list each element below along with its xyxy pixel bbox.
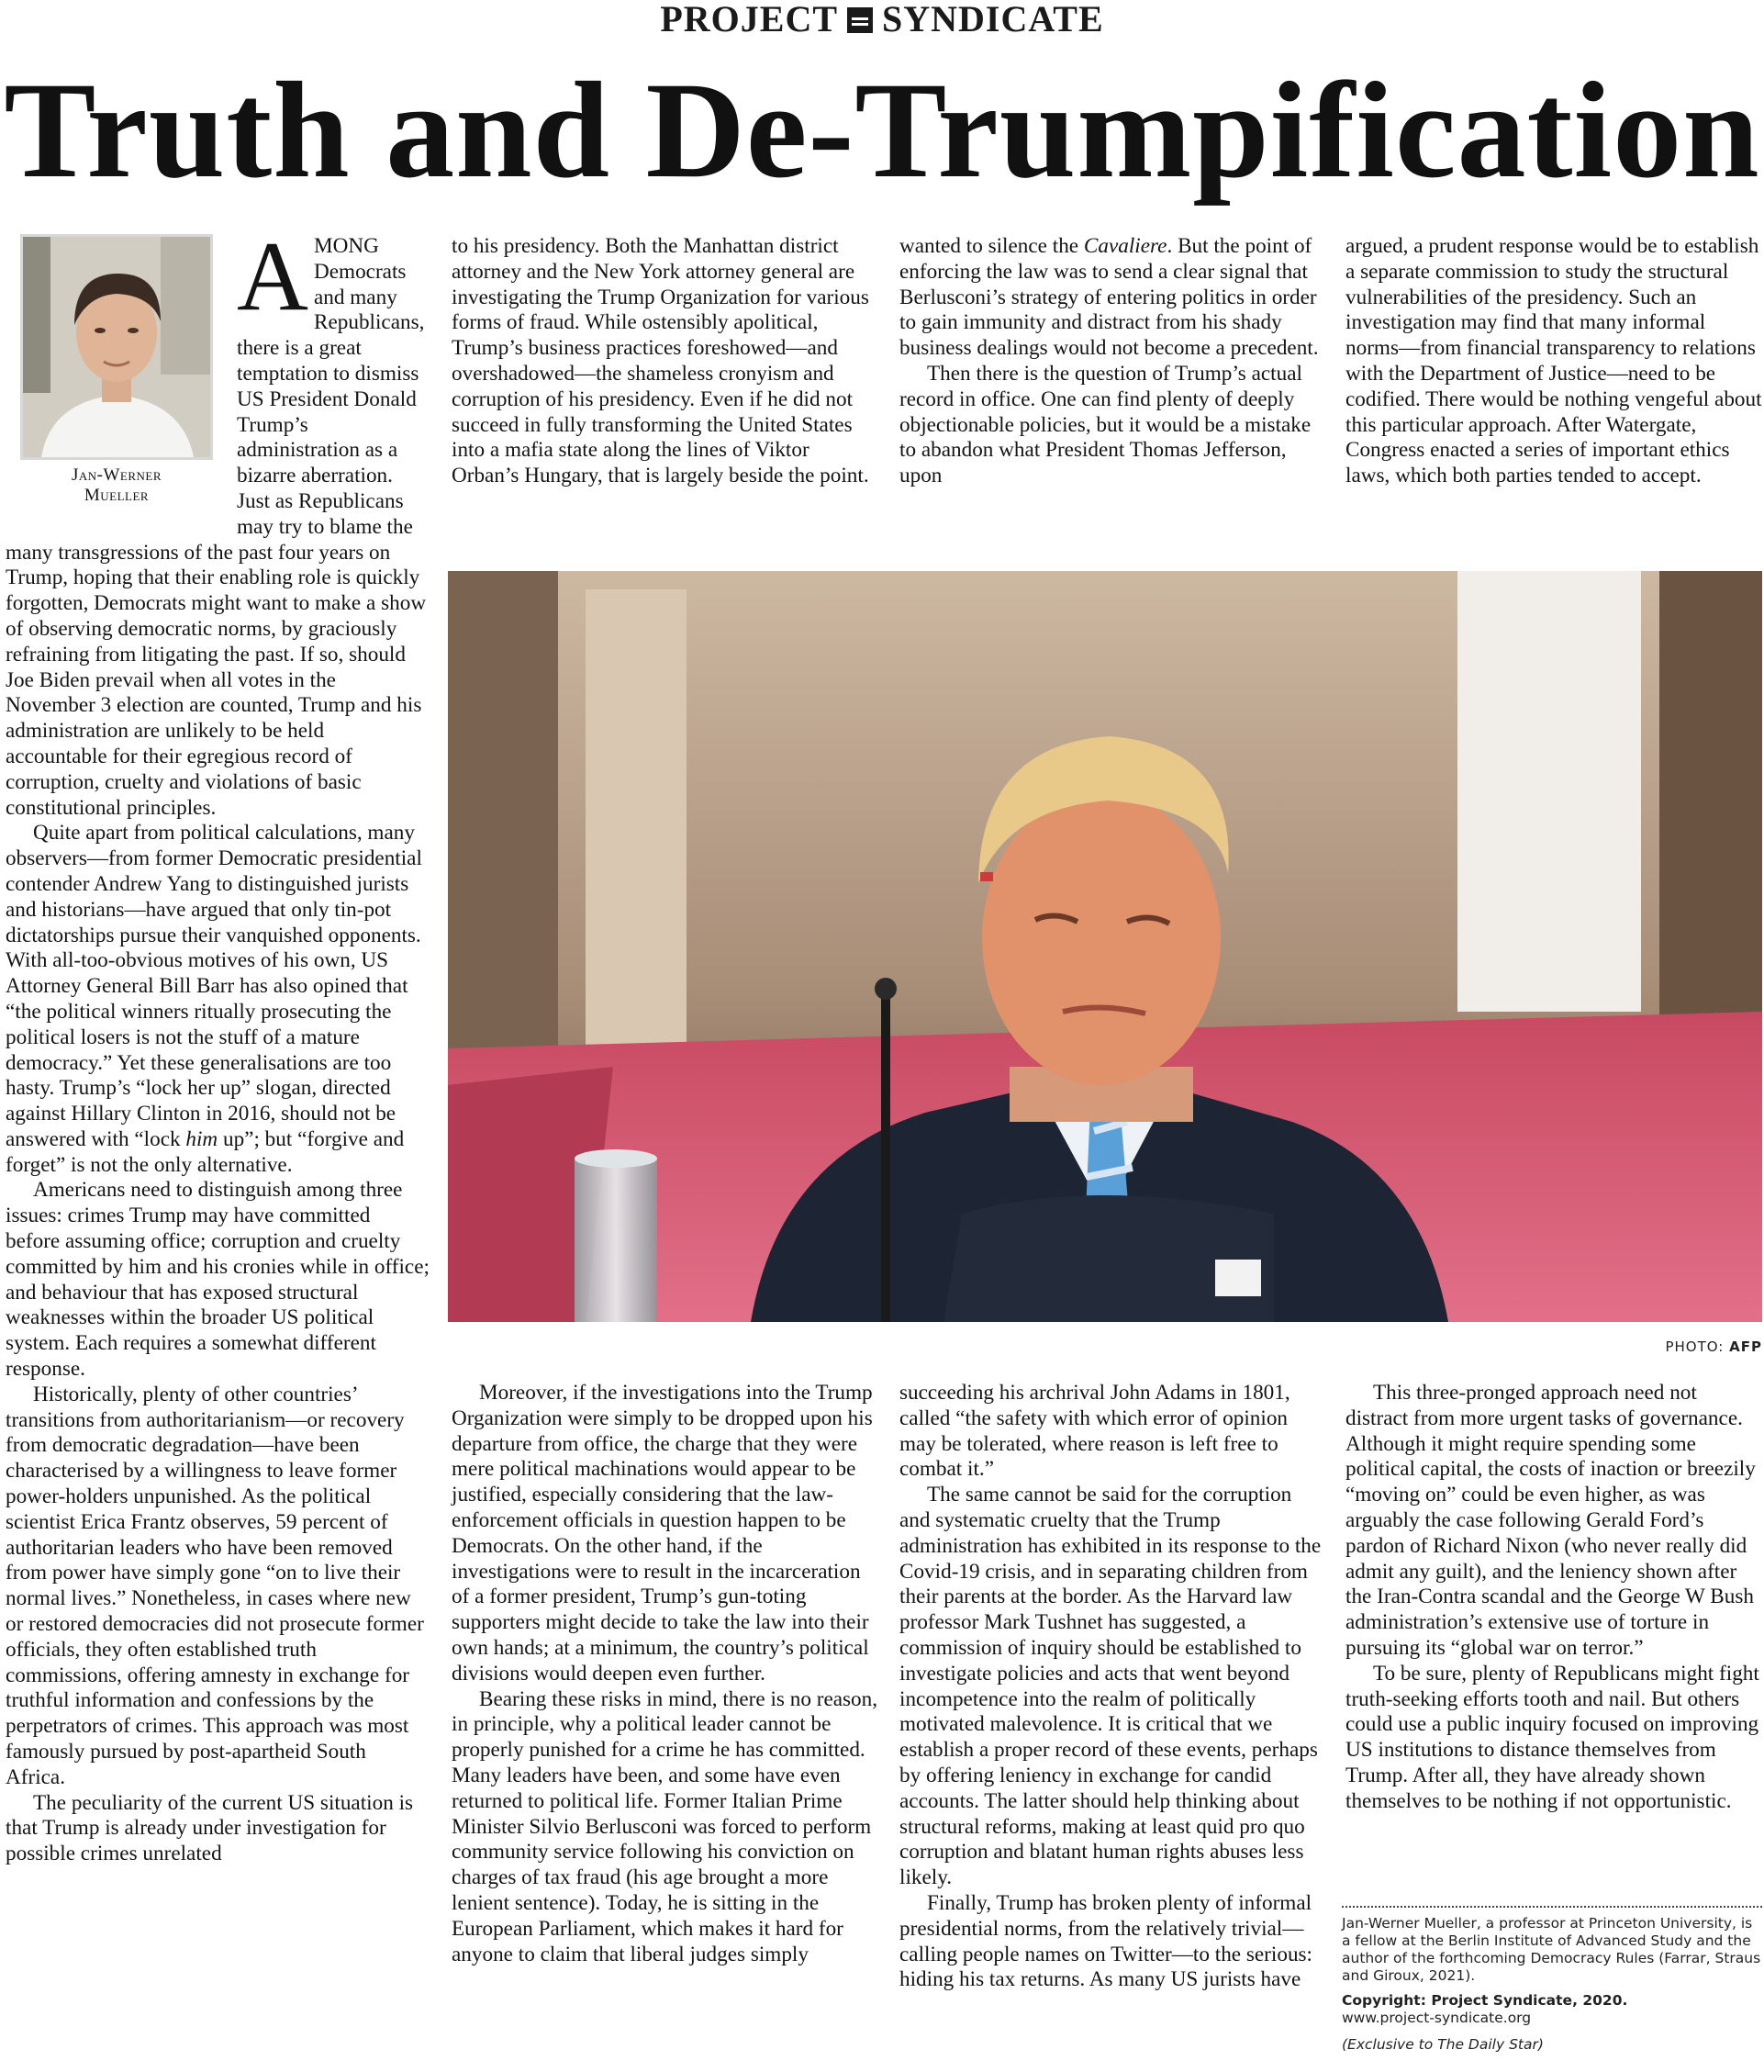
article-paragraph: argued, a prudent response would be to establish a separate commission to study the structural vulnerabilities of the presidency. Such an investigation may find that many informal norms—from financial transparency to relations with the Department of Justice—need to be codified. There would be nothing vengeful about this particular approach. After Watergate, Congress enacted a series of important ethics laws, which both parties tended to accept.: [1345, 234, 1762, 488]
source-url: www.project-syndicate.org: [1342, 2010, 1532, 2026]
article-paragraph: This three-pronged approach need not distract from more urgent tasks of governance. Although it might require spending some political capital, the costs of inaction or breezily “moving on” could be even higher, as was arguably the case following Gerald Ford’s pardon of Richard Nixon (who never really did admit any guilt), and the leniency shown after the Iran-Contra scandal and the George W Bush administration’s extensive use of torture in pursuing its “global war on terror.”: [1345, 1381, 1756, 1660]
article-paragraph: To be sure, plenty of Republicans might fight truth-seeking efforts tooth and nail. But others could use a public inquiry focused on improving US institutions to distance themselves from Trump. After all, they have already shown themselves to be nothing if not opportunistic.: [1345, 1661, 1759, 1813]
dropcap: A: [237, 222, 308, 331]
column-3-top: [899, 234, 1326, 489]
article-paragraph: wanted to silence the Cavaliere. But the point of enforcing the law was to send a clear signal that Berlusconi’s strategy of entering politics in order to gain immunity and distract from his shady business dealings would not become a precedent.: [899, 234, 1319, 361]
author-box: [0, 234, 215, 510]
masthead-syndicate: SYNDICATE: [882, 0, 1104, 39]
column-4-top: [1345, 234, 1762, 489]
article-paragraph: Historically, plenty of other countries’ transitions from authoritarianism—or recovery from democratic degradation—have been characterised by a willingness to leave former power-holders unpunished. As the political scientist Erica Frantz observes, 59 percent of authoritarian leaders who have been removed from power have simply gone “on to live their normal lives.” Nonetheless, in cases where new or restored democracies did not prosecute former officials, they often established truth commissions, offering amnesty in exchange for truthful information and confessions by the perpetrators of crimes. This approach was most famously pursued by post-apartheid South Africa.: [6, 1382, 424, 1789]
article-paragraph: The peculiarity of the current US situation is that Trump is already under investigation for possible crimes unrelated: [6, 1790, 414, 1866]
column-4-bottom: [1345, 1381, 1762, 1815]
author-name: Jan-Werner Mueller: [71, 465, 162, 505]
author-photo: [20, 234, 213, 460]
author-portrait-icon: [23, 237, 210, 457]
bio-text: Jan-Werner Mueller, a professor at Princeton University, is a fellow at the Berlin Institute of Advanced Study and the author of the forthcoming Democracy Rules (Farrar, Straus and Giroux, 2021).: [1342, 1915, 1761, 1984]
article-paragraph: Finally, Trump has broken plenty of informal presidential norms, from the relatively trivial—calling people names on Twitter—to the serious: hiding his tax returns. As many US jurists have: [899, 1890, 1313, 1992]
masthead-project: PROJECT: [660, 0, 839, 39]
column-2-top: [452, 234, 878, 489]
copyright: Copyright: Project Syndicate, 2020.: [1342, 1992, 1628, 2009]
column-2-bottom: [452, 1381, 878, 1967]
news-photo: [448, 571, 1762, 1322]
headline: Truth and De-Trumpification: [4, 54, 1760, 207]
article-paragraph: Bearing these risks in mind, there is no reason, in principle, why a political leader cannot be properly punished for a crime he has committed. Many leaders have been, and some have even returned to political life. Former Italian Prime Minister Silvio Berlusconi was forced to perform community service following his conviction on charges of tax fraud (his age brought a more lenient sentence). Today, he is sitting in the European Parliament, which makes it hard for anyone to claim that liberal judges simply: [452, 1686, 878, 1966]
article-paragraph: AMONG Democrats and many Republicans, there is a great temptation to dismiss US President Donald Trump’s administration as a bizarre aberration. Just as Republicans may try to blame the many transgressions of the past four years on Trump, hoping that their enabling role is quickly forgotten, Democrats might want to make a show of observing democratic norms, by graciously refraining from litigating the past. If so, should Joe Biden prevail when all votes in the November 3 election are counted, Trump and his administration are unlikely to be held accountable for their egregious record of corruption, cruelty and violations of basic constitutional principles.: [6, 222, 427, 820]
article-paragraph: The same cannot be said for the corruption and systematic cruelty that the Trump administration has exhibited in its response to the Covid-19 crisis, and in separating children from their parents at the border. As the Harvard law professor Mark Tushnet has suggested, a commission of inquiry should be established to investigate policies and acts that went beyond incompetence into the realm of politically motivated malevolence. It is critical that we establish a proper record of these events, perhaps by offering leniency in exchange for candid accounts. The latter should help thinking about structural reforms, making at least quid pro quo corruption and blatant human rights abuses less likely.: [899, 1483, 1322, 1890]
masthead: [0, 0, 1764, 44]
column-1: [6, 222, 430, 1867]
photo-credit: PHOTO: AFP: [1665, 1338, 1762, 1355]
author-bio: [1342, 1906, 1762, 2054]
article-paragraph: succeeding his archrival John Adams in 1801, called “the safety with which error of opinion may be tolerated, where reason is left free to combat it.”: [899, 1381, 1290, 1482]
news-photo-image: [448, 571, 1762, 1322]
logo-icon: [847, 7, 873, 33]
column-3-bottom: [899, 1381, 1326, 1993]
article-paragraph: Moreover, if the investigations into the Trump Organization were simply to be dropped upon his departure from office, the charge that they were mere political machinations would appear to be justified, especially considering that the law-enforcement officials in question happen to be Democrats. On the other hand, if the investigations were to result in the incarceration of a former president, Trump’s gun-toting supporters might decide to take the law into their own hands; at a minimum, the country’s political divisions would deepen even further.: [452, 1381, 873, 1686]
article-paragraph: to his presidency. Both the Manhattan district attorney and the New York attorney general are investigating the Trump Organization for various forms of fraud. While ostensibly apolitical, Trump’s business practices foreshowed—and overshadowed—the shameless cronyism and corruption of his presidency. Even if he did not succeed in fully transforming the United States into a mafia state along the lines of Viktor Orban’s Hungary, that is largely beside the point.: [452, 234, 869, 488]
article-paragraph: Quite apart from political calculations, many observers—from former Democratic presidential contender Andrew Yang to distinguished jurists and historians—have argued that only tin-pot dictatorships pursue their vanquished opponents. With all-too-obvious motives of his own, US Attorney General Bill Barr has also opined that “the political winners ritually prosecuting the political losers is not the stuff of a mature democracy.” Yet these generalisations are too hasty. Trump’s “lock her up” slogan, directed against Hillary Clinton in 2016, should not be answered with “lock him up”; but “forgive and forget” is not the only alternative.: [6, 821, 422, 1177]
exclusive-note: (Exclusive to The Daily Star): [1342, 2036, 1544, 2053]
article-paragraph: Americans need to distinguish among three issues: crimes Trump may have committed before assuming office; corruption and cruelty committed by him and his cronies while in office; and behaviour that has exposed structural weaknesses within the broader US political system. Each requires a somewhat different response.: [6, 1178, 430, 1382]
article-paragraph: Then there is the question of Trump’s actual record in office. One can find plenty of deeply objectionable policies, but it would be a mistake to abandon what President Thomas Jefferson, upon: [899, 361, 1312, 488]
